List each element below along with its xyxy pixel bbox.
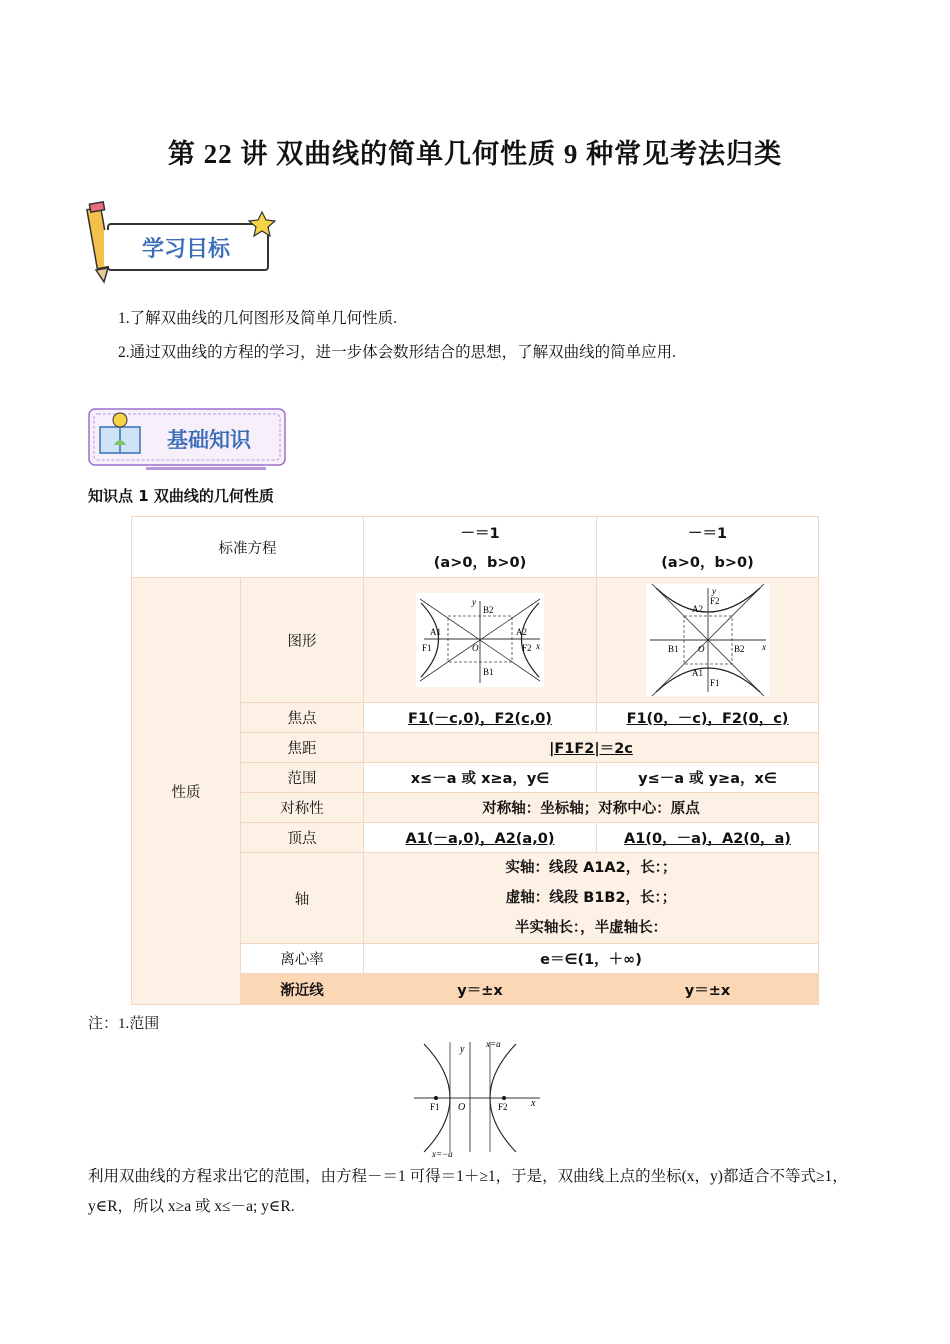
label-a2: A2 bbox=[516, 627, 527, 637]
label-origin: O bbox=[458, 1102, 466, 1113]
row-label-foci: 焦点 bbox=[241, 703, 364, 733]
label-f1: F1 bbox=[422, 643, 432, 653]
axis-half-lengths: 半实轴长：，半虚轴长： bbox=[514, 920, 668, 936]
row-label-eccentricity: 离心率 bbox=[241, 944, 364, 974]
basic-knowledge-label: 基础知识 bbox=[167, 428, 251, 452]
label-f1: F1 bbox=[709, 678, 720, 688]
equation-vertical-text: －＝1 bbox=[687, 526, 728, 542]
hyperbola-horizontal-figure bbox=[416, 593, 544, 687]
label-b1: B1 bbox=[667, 644, 679, 654]
learning-goals-label: 学习目标 bbox=[141, 236, 231, 261]
equation-horizontal bbox=[364, 517, 597, 578]
axis-real: 实轴：线段 A1A2，长：； bbox=[505, 860, 677, 876]
goal-item: 1.了解双曲线的几何图形及简单几何性质. bbox=[118, 310, 398, 327]
label-b2: B2 bbox=[733, 644, 745, 654]
row-label-range: 范围 bbox=[241, 763, 364, 793]
asymptote-horizontal: y＝±x bbox=[364, 974, 597, 1005]
label-a2: A2 bbox=[691, 604, 703, 614]
label-x-axis: x bbox=[761, 642, 766, 652]
vertex-vertical: A1(0，－a)，A2(0，a) bbox=[597, 823, 819, 853]
label-x-eq-a: x=a bbox=[486, 1039, 501, 1049]
label-f1: F1 bbox=[430, 1102, 440, 1112]
label-y-axis: y bbox=[460, 1044, 465, 1055]
learning-goals-badge bbox=[84, 200, 284, 288]
asymptote-vertical: y＝±x bbox=[597, 974, 819, 1005]
symmetry-value: 对称轴：坐标轴；对称中心：原点 bbox=[364, 793, 819, 823]
foci-vertical: F1(0，－c)，F2(0，c) bbox=[597, 703, 819, 733]
equation-vertical bbox=[597, 517, 819, 578]
basic-knowledge-badge bbox=[86, 405, 292, 475]
page-title: 第 22 讲 双曲线的简单几何性质 9 种常见考法归类 bbox=[167, 139, 783, 169]
range-figure bbox=[410, 1036, 544, 1158]
vertex-horizontal: A1(－a,0)，A2(a,0) bbox=[364, 823, 597, 853]
equation-horizontal-condition: (a>0，b>0) bbox=[433, 555, 527, 571]
equation-vertical-condition: (a>0，b>0) bbox=[661, 555, 754, 571]
label-a1: A1 bbox=[430, 627, 441, 637]
hyperbola-properties-table bbox=[131, 516, 819, 1005]
row-label-axis: 轴 bbox=[241, 853, 364, 944]
figure-horizontal-cell bbox=[364, 578, 597, 703]
note-range: 注：1.范围 bbox=[88, 1016, 160, 1032]
range-vertical: y≤－a 或 y≥a，x∈ bbox=[597, 763, 819, 793]
axis-imaginary: 虚轴：线段 B1B2，长：； bbox=[505, 890, 677, 906]
label-y-axis: y bbox=[711, 586, 716, 596]
knowledge-point-title: 知识点 1 双曲线的几何性质 bbox=[88, 487, 274, 505]
row-label-asymptote: 渐近线 bbox=[241, 974, 364, 1005]
label-f2: F2 bbox=[498, 1102, 508, 1112]
label-x-axis: x bbox=[536, 641, 540, 651]
label-b2: B2 bbox=[483, 605, 494, 615]
axis-value bbox=[364, 853, 819, 944]
goal-item: 2.通过双曲线的方程的学习，进一步体会数形结合的思想，了解双曲线的简单应用. bbox=[118, 344, 677, 361]
learning-goals-list bbox=[118, 302, 676, 370]
property-label: 性质 bbox=[132, 578, 241, 1005]
hyperbola-vertical-figure bbox=[646, 584, 770, 696]
label-f2: F2 bbox=[709, 596, 720, 606]
focal-distance-value: |F1F2|＝2c bbox=[364, 733, 819, 763]
foci-horizontal: F1(－c,0)，F2(c,0) bbox=[364, 703, 597, 733]
label-x-eq-neg-a: x=−a bbox=[432, 1149, 453, 1158]
label-f2: F2 bbox=[522, 643, 532, 653]
range-explanation: 利用双曲线的方程求出它的范围，由方程－＝1 可得＝1＋≥1，于是，双曲线上点的坐标(x，y)都适合不等式≥1，y∈R，所以 x≥a 或 x≤－a; y∈R. bbox=[88, 1168, 848, 1215]
row-label-vertex: 顶点 bbox=[241, 823, 364, 853]
range-horizontal: x≤－a 或 x≥a，y∈ bbox=[364, 763, 597, 793]
standard-equation-label: 标准方程 bbox=[132, 517, 364, 578]
row-label-figure: 图形 bbox=[241, 578, 364, 703]
equation-horizontal-text: －＝1 bbox=[460, 526, 500, 542]
eccentricity-value: e＝∈(1，＋∞) bbox=[364, 944, 819, 974]
label-y-axis: y bbox=[472, 597, 476, 607]
label-x-axis: x bbox=[531, 1098, 536, 1109]
label-origin: O bbox=[697, 644, 704, 654]
label-origin: O bbox=[472, 643, 479, 653]
row-label-symmetry: 对称性 bbox=[241, 793, 364, 823]
row-label-focal-distance: 焦距 bbox=[241, 733, 364, 763]
label-a1: A1 bbox=[691, 668, 703, 678]
figure-vertical-cell bbox=[597, 578, 819, 703]
label-b1: B1 bbox=[483, 667, 494, 677]
